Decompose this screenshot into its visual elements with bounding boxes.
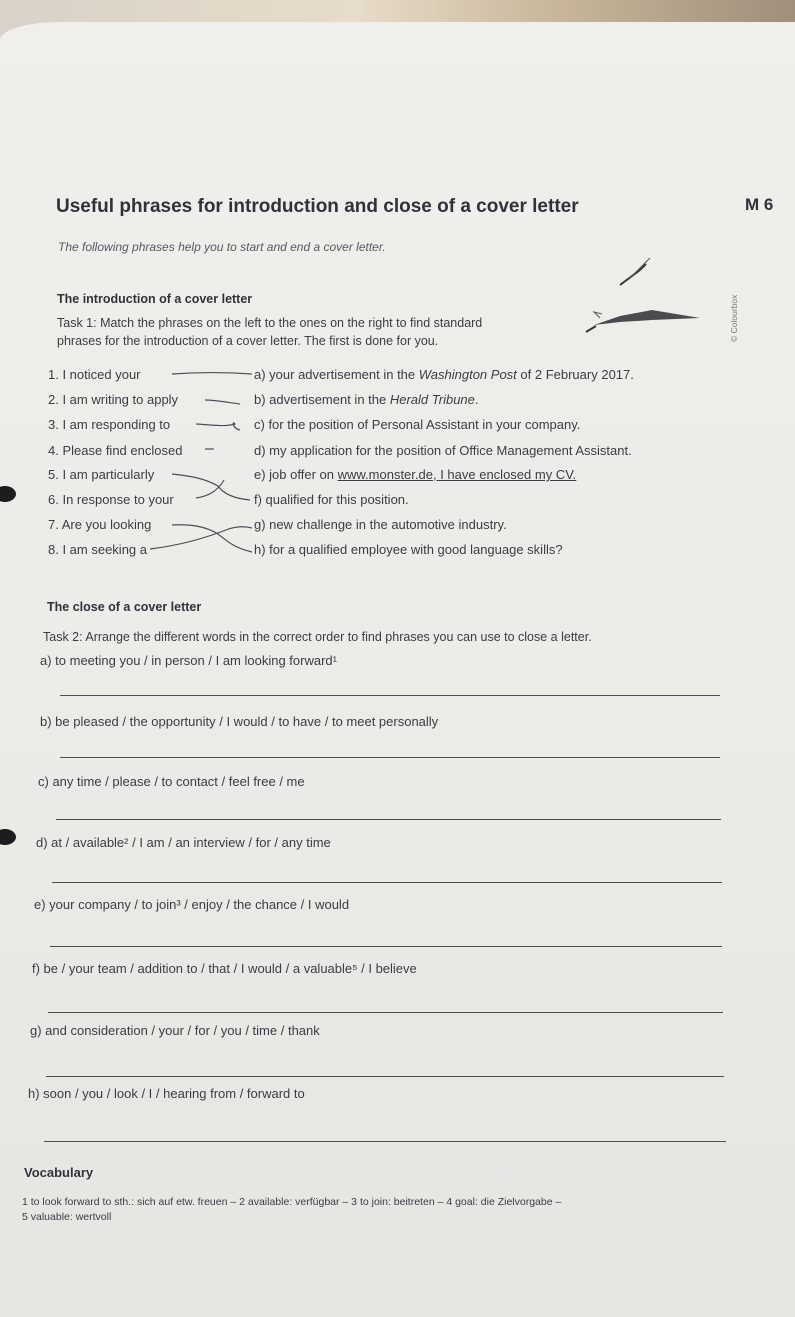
task1-instruction-line1: Task 1: Match the phrases on the left to the ones on the right to find standard: [57, 316, 483, 330]
right-phrase-h: h) for a qualified employee with good language skills?: [254, 542, 563, 557]
arrange-item-c: c) any time / please / to contact / feel free / me: [38, 774, 305, 789]
left-phrase-6: 6. In response to your: [48, 492, 174, 507]
right-phrase-f: f) qualified for this position.: [254, 492, 409, 507]
left-phrase-7: 7. Are you looking: [48, 517, 152, 532]
left-phrase-4: 4. Please find enclosed: [48, 443, 183, 458]
page-title: Useful phrases for introduction and close of a cover letter: [56, 196, 579, 217]
image-credit: © Colourbox: [729, 294, 739, 342]
intro-text: The following phrases help you to start and end a cover letter.: [58, 240, 386, 254]
left-phrase-8: 8. I am seeking a: [48, 542, 147, 557]
section-heading-introduction: The introduction of a cover letter: [57, 292, 253, 306]
left-phrase-3: 3. I am responding to: [48, 417, 171, 432]
answer-line-f: [48, 1012, 723, 1013]
vocabulary-notes: 1 to look forward to sth.: sich auf etw. freuen – 2 available: verfügbar – 3 to join: beitreten – 4 goal: die Zielvorgabe – 5 valuable: wertvoll: [22, 1196, 562, 1224]
right-phrase-g: g) new challenge in the automotive industry.: [254, 517, 507, 532]
left-phrase-5: 5. I am particularly: [48, 467, 155, 482]
right-phrase-b: b) advertisement in the Herald Tribune.: [254, 392, 479, 407]
arrange-item-b: b) be pleased / the opportunity / I would / to have / to meet personally: [40, 714, 439, 729]
left-phrase-1: 1. I noticed your: [48, 367, 141, 382]
answer-line-d: [52, 882, 722, 883]
right-phrase-a: a) your advertisement in the Washington Post of 2 February 2017.: [254, 367, 634, 382]
answer-line-h: [44, 1141, 726, 1142]
right-phrase-c: c) for the position of Personal Assistant in your company.: [254, 417, 581, 432]
vocabulary-heading: Vocabulary: [24, 1165, 94, 1180]
left-phrase-2: 2. I am writing to apply: [48, 392, 179, 407]
answer-line-b: [60, 757, 720, 758]
arrange-item-a: a) to meeting you / in person / I am looking forward¹: [40, 653, 337, 668]
answer-line-g: [46, 1076, 724, 1077]
section-heading-close: The close of a cover letter: [47, 600, 202, 614]
right-phrase-e: e) job offer on www.monster.de, I have enclosed my CV.: [254, 467, 577, 482]
arrange-item-h: h) soon / you / look / I / hearing from / forward to: [28, 1086, 305, 1101]
answer-line-a: [60, 695, 720, 696]
answer-line-e: [50, 946, 722, 947]
worksheet-code: M 6: [745, 195, 774, 214]
arrange-item-e: e) your company / to join³ / enjoy / the chance / I would: [34, 897, 350, 912]
answer-line-c: [56, 819, 721, 820]
arrange-item-f: f) be / your team / addition to / that / I would / a valuable⁵ / I believe: [32, 961, 417, 976]
right-phrase-d: d) my application for the position of Office Management Assistant.: [254, 443, 632, 458]
matching-lines: [0, 0, 795, 600]
task2-instruction: Task 2: Arrange the different words in the correct order to find phrases you can use to close a letter.: [43, 630, 592, 644]
arrange-item-d: d) at / available² / I am / an interview / for / any time: [36, 835, 331, 850]
arrange-item-g: g) and consideration / your / for / you / time / thank: [30, 1023, 320, 1038]
task1-instruction-line2: phrases for the introduction of a cover letter. The first is done for you.: [57, 334, 439, 348]
